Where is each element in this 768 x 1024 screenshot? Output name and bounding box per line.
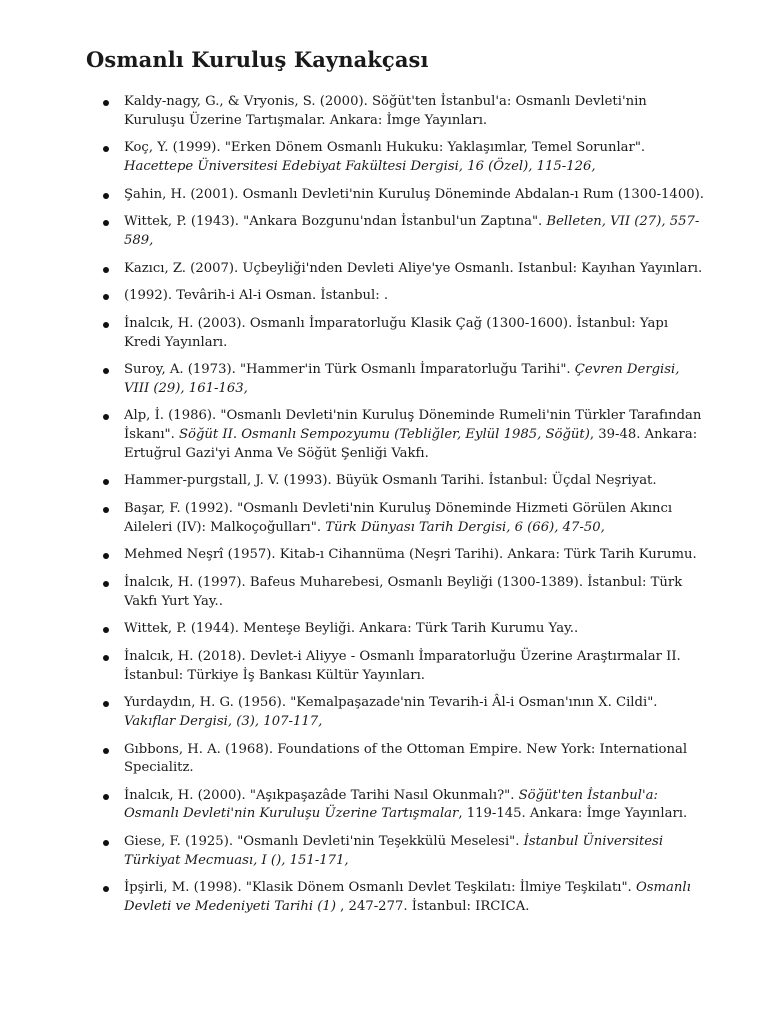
bullet-icon — [103, 294, 109, 300]
reference-item — [0, 315, 768, 352]
bullet-icon — [103, 507, 109, 513]
bullet-icon — [103, 701, 109, 707]
reference-list — [0, 93, 768, 926]
reference-text: İnalcık, H. (2003). Osmanlı İmparatorluğu Klasik Çağ (1300-1600). İstanbul: Yapı Kredi Yayınları. — [124, 315, 669, 350]
bullet-icon — [103, 581, 109, 587]
bullet-icon — [103, 267, 109, 273]
reference-text: Gıbbons, H. A. (1968). Foundations of the Ottoman Empire. New York: International Specialitz. — [124, 741, 688, 776]
reference-item — [0, 500, 768, 537]
reference-text: Hammer-purgstall, J. V. (1993). Büyük Osmanlı Tarihi. İstanbul: Üçdal Neşriyat. — [124, 473, 657, 489]
reference-text: Başar, F. (1992). "Osmanlı Devleti'nin Kuruluş Döneminde Hizmeti Görülen Akıncı Aileleri (IV): Malkoçoğulları". — [124, 501, 673, 535]
reference-source: Belleten, VII (27), 557-589, — [124, 214, 700, 248]
reference-item — [0, 287, 768, 306]
reference-text: İnalcık, H. (1997). Bafeus Muharebesi, Osmanlı Beyliği (1300-1389). İstanbul: Türk Vakfı Yurt Yay.. — [124, 575, 683, 609]
bullet-icon — [103, 479, 109, 485]
reference-text: Wittek, P. (1943). "Ankara Bozgunu'ndan İstanbul'un Zaptına". — [124, 214, 547, 230]
reference-item — [0, 213, 768, 250]
reference-item — [0, 620, 768, 639]
reference-text: (1992). Tevârih-i Al-i Osman. İstanbul: . — [124, 288, 389, 304]
reference-item — [0, 546, 768, 565]
reference-source: Çevren Dergisi, VIII (29), 161-163, — [124, 362, 680, 396]
reference-text: Koç, Y. (1999). "Erken Dönem Osmanlı Hukuku: Yaklaşımlar, Temel Sorunlar". — [124, 140, 646, 156]
reference-text: Mehmed Neşrî (1957). Kitab-ı Cihannüma (Neşri Tarihi). Ankara: Türk Tarih Kurumu. — [124, 547, 697, 563]
reference-item — [0, 741, 768, 778]
reference-source: Osmanlı Devleti ve Medeniyeti Tarihi (1) — [124, 880, 691, 914]
reference-item — [0, 787, 768, 824]
reference-item — [0, 361, 768, 398]
bullet-icon — [103, 627, 109, 633]
reference-text: Kaldy-nagy, G., & Vryonis, S. (2000). Söğüt'ten İstanbul'a: Osmanlı Devleti'nin Kuruluşu Üzerine Tartışmalar. Ankara: İmge Yayınları. — [124, 94, 647, 128]
bullet-icon — [103, 100, 109, 106]
reference-source: Söğüt II. Osmanlı Sempozyumu (Tebliğler, Eylül 1985, Söğüt) — [179, 427, 590, 443]
bullet-icon — [103, 322, 109, 328]
reference-item — [0, 833, 768, 870]
reference-item — [0, 260, 768, 279]
reference-text: Suroy, A. (1973). "Hammer'in Türk Osmanlı İmparatorluğu Tarihi". — [124, 362, 575, 378]
reference-text: İpşirli, M. (1998). "Klasik Dönem Osmanlı Devlet Teşkilatı: İlmiye Teşkilatı". — [124, 880, 636, 896]
reference-item — [0, 186, 768, 205]
reference-text: Wittek, P. (1944). Menteşe Beyliği. Ankara: Türk Tarih Kurumu Yay.. — [124, 621, 579, 637]
bullet-icon — [103, 748, 109, 754]
reference-item — [0, 648, 768, 685]
reference-item — [0, 407, 768, 463]
reference-text: Şahin, H. (2001). Osmanlı Devleti'nin Kuruluş Döneminde Abdalan-ı Rum (1300-1400). — [124, 186, 704, 202]
bullet-icon — [103, 553, 109, 559]
reference-text: Kazıcı, Z. (2007). Uçbeyliği'nden Devleti Aliye'ye Osmanlı. Istanbul: Kayıhan Yayınları. — [124, 260, 703, 276]
bullet-icon — [103, 794, 109, 800]
bullet-icon — [103, 193, 109, 199]
reference-text: İnalcık, H. (2018). Devlet-i Aliyye - Osmanlı İmparatorluğu Üzerine Araştırmalar II. İstanbul: Türkiye İş Bankası Kültür Yayınları. — [124, 648, 681, 683]
reference-item — [0, 574, 768, 611]
reference-text: Yurdaydın, H. G. (1956). "Kemalpaşazade'nin Tevarih-i Âl-i Osman'ının X. Cildi". — [124, 695, 658, 711]
reference-item — [0, 472, 768, 491]
reference-tail: , 247-277. İstanbul: IRCICA. — [335, 898, 530, 914]
bullet-icon — [103, 886, 109, 892]
reference-item — [0, 93, 768, 130]
bullet-icon — [103, 146, 109, 152]
reference-tail: , 39-48. Ankara: Ertuğrul Gazi'yi Anma Ve Söğüt Şenliği Vakfı. — [124, 427, 698, 461]
bullet-icon — [103, 840, 109, 846]
reference-source: Söğüt'ten İstanbul'a: Osmanlı Devleti'nin Kuruluşu Üzerine Tartışmalar — [124, 787, 658, 822]
reference-item — [0, 879, 768, 916]
reference-tail: , 119-145. Ankara: İmge Yayınları. — [458, 806, 688, 822]
reference-source: Türk Dünyası Tarih Dergisi, 6 (66), 47-50, — [325, 519, 605, 535]
reference-source: İstanbul Üniversitesi Türkiyat Mecmuası, I (), 151-171, — [124, 834, 664, 868]
bullet-icon — [103, 414, 109, 420]
reference-source: Vakıflar Dergisi, (3), 107-117, — [124, 713, 323, 729]
reference-item — [0, 139, 768, 176]
reference-text: Alp, İ. (1986). "Osmanlı Devleti'nin Kuruluş Döneminde Rumeli'nin Türkler Tarafından İskanı". — [124, 408, 702, 443]
reference-text: Giese, F. (1925). "Osmanlı Devleti'nin Teşekkülü Meselesi". — [124, 834, 524, 850]
bullet-icon — [103, 655, 109, 661]
bullet-icon — [103, 220, 109, 226]
page-title: Osmanlı Kuruluş Kaynakçası — [86, 47, 429, 72]
reference-source: Hacettepe Üniversitesi Edebiyat Fakültesi Dergisi, 16 (Özel), 115-126, — [124, 158, 596, 174]
reference-text: İnalcık, H. (2000). "Aşıkpaşazâde Tarihi Nasıl Okunmalı?". — [124, 787, 519, 803]
reference-item — [0, 694, 768, 731]
bullet-icon — [103, 368, 109, 374]
